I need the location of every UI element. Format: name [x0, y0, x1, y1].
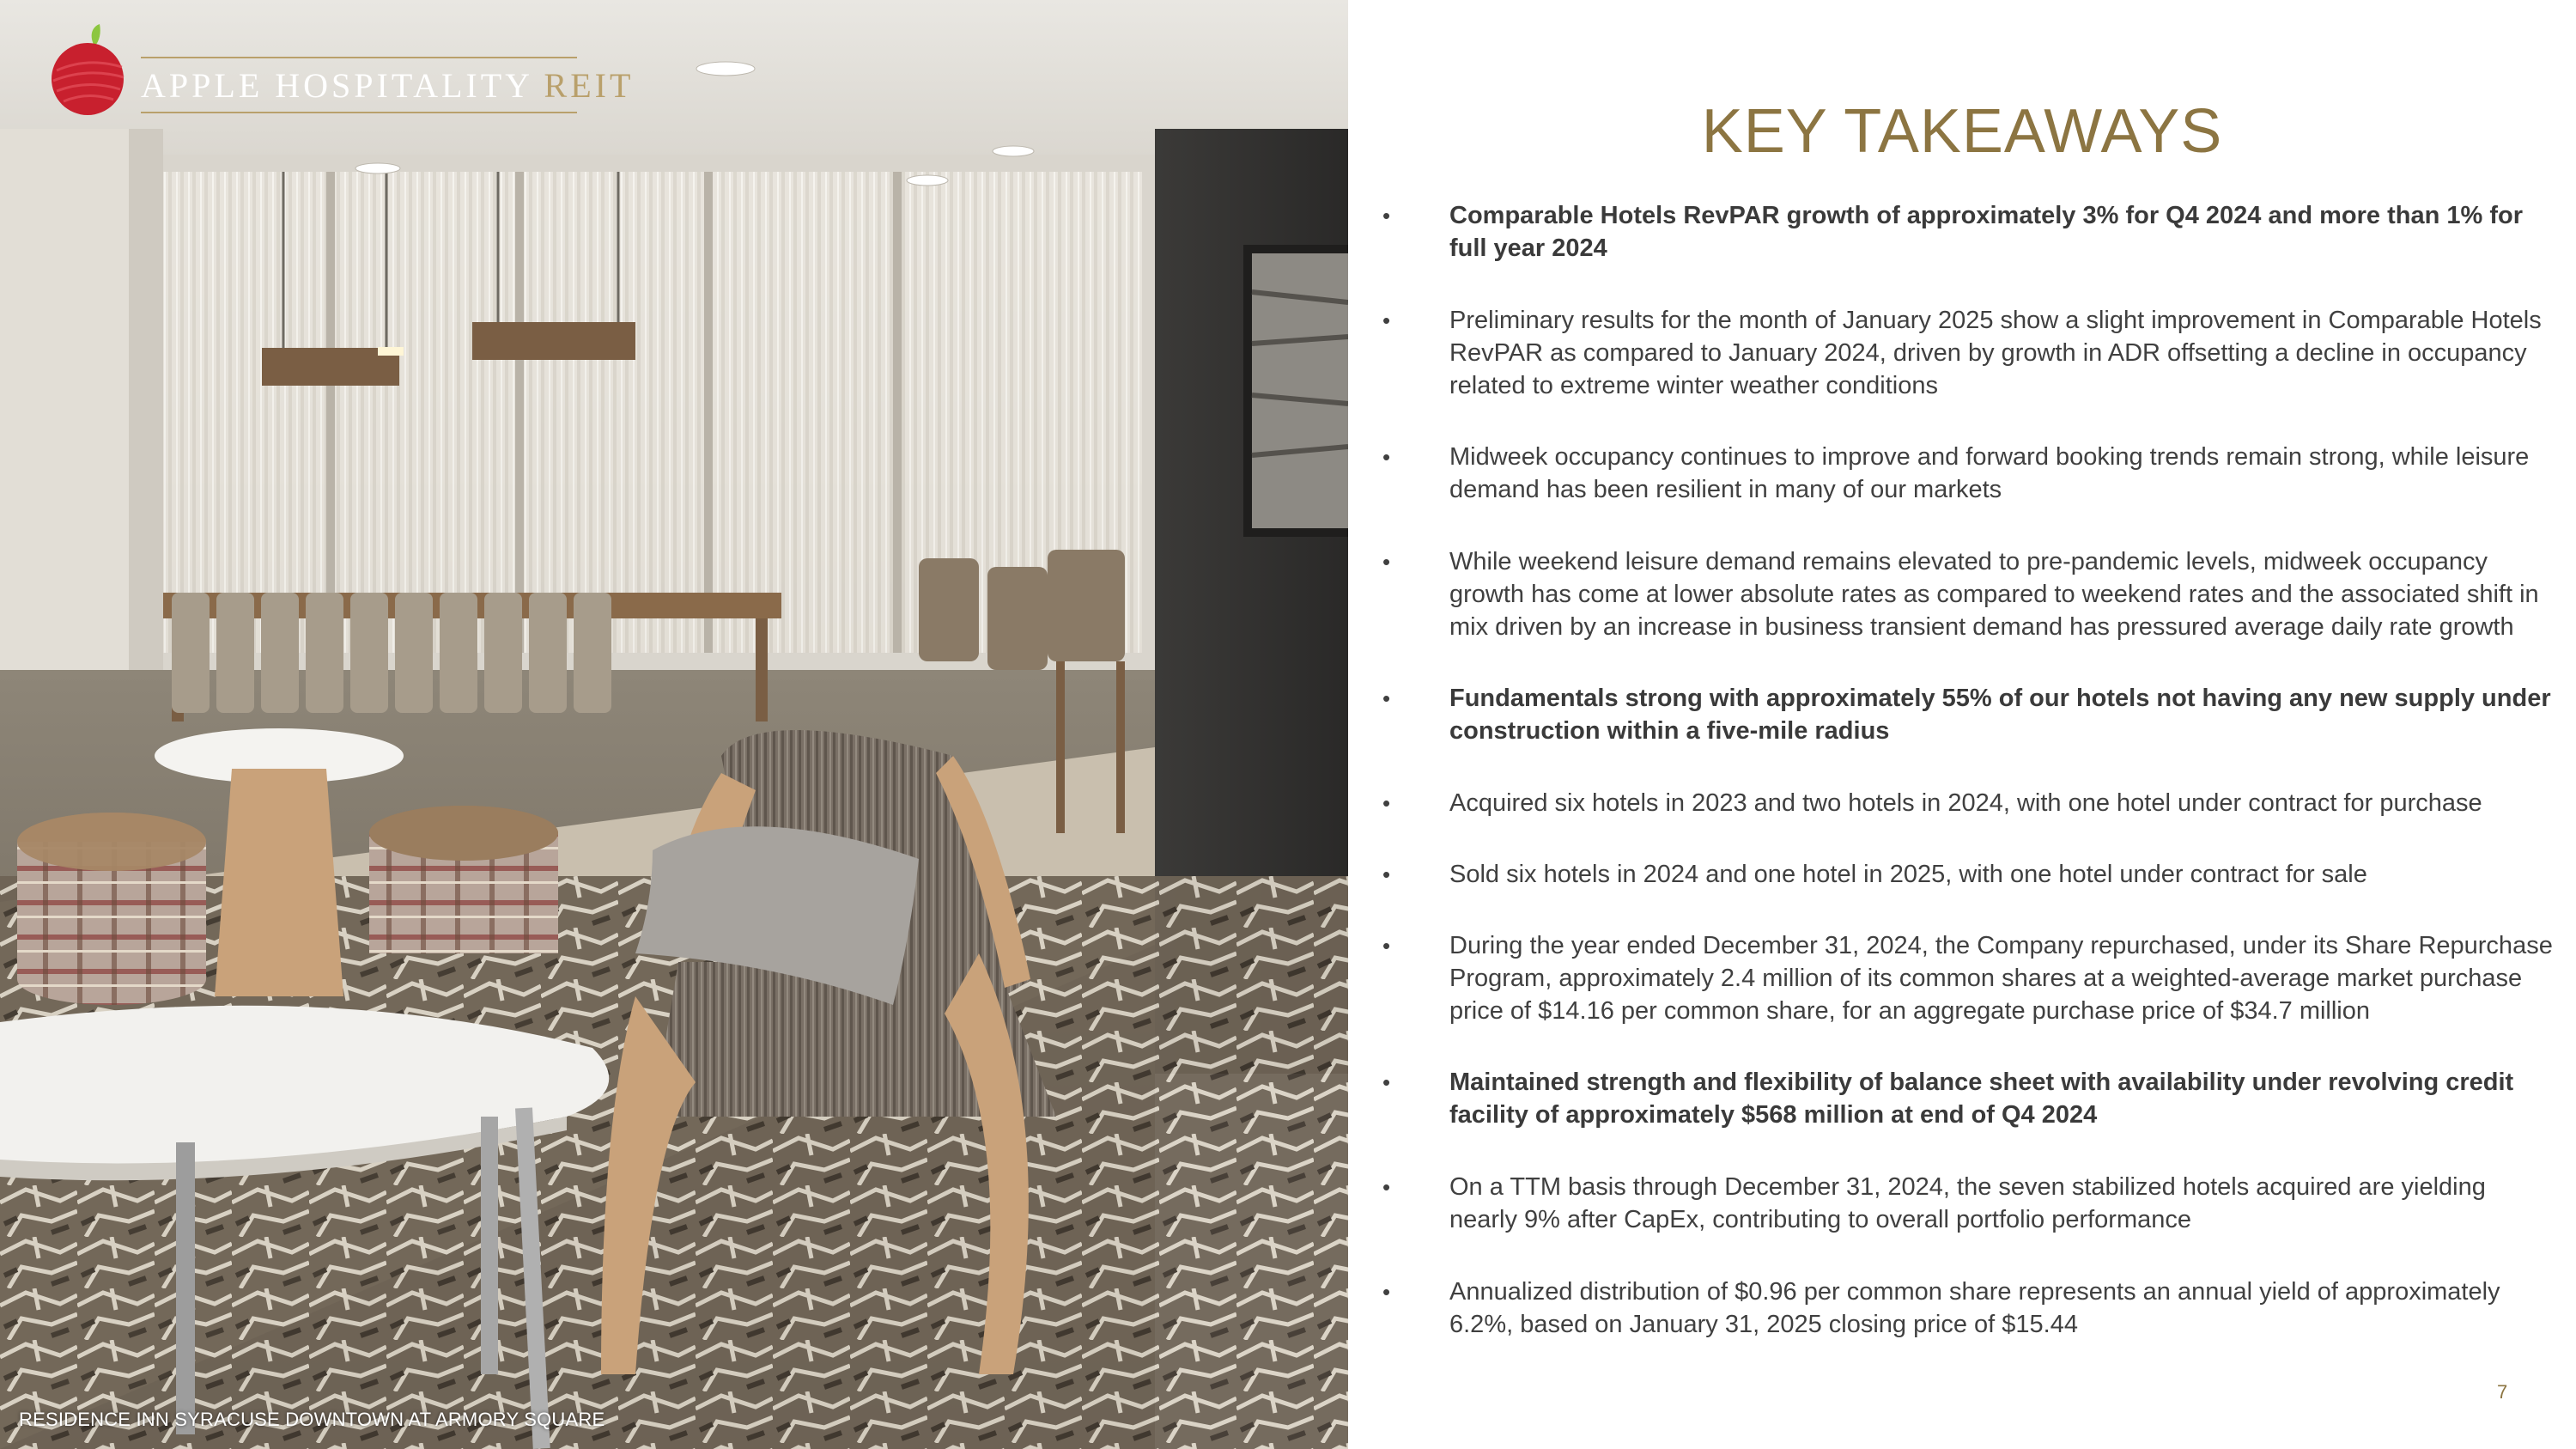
bullet-icon: • [1382, 685, 1391, 711]
takeaway-text: Sold six hotels in 2024 and one hotel in 2025, with one hotel under contract for sale [1449, 861, 2367, 888]
page-title: KEY TAKEAWAYS [1701, 97, 2223, 166]
takeaway-text: Maintained strength and flexibility of balance sheet with availability under revolving credit facility of approximately $568 million at end of Q4 2024 [1449, 1068, 2514, 1129]
takeaway-text: Preliminary results for the month of January 2025 show a slight improvement in Comparable Hotels RevPAR as compared to January 2024, driven by growth in ADR offsetting a decline in occupancy related to extreme winter weather conditions [1449, 307, 2542, 399]
takeaway-text: On a TTM basis through December 31, 2024, the seven stabilized hotels acquired are yielding nearly 9% after CapEx, contributing to overall portfolio performance [1449, 1173, 2486, 1233]
takeaway-text: Midweek occupancy continues to improve and forward booking trends remain strong, while leisure demand has been resilient in many of our markets [1449, 443, 2530, 503]
bullet-icon: • [1382, 790, 1391, 816]
bullet-icon: • [1382, 444, 1391, 470]
bullet-icon: • [1382, 203, 1391, 228]
takeaway-text: During the year ended December 31, 2024, the Company repurchased, under its Share Repurchase Program, approximately 2.4 million of its common shares at a weighted-average market purchase price of $14.16 per common share, for an aggregate purchase price of $34.7 million [1449, 932, 2553, 1025]
logo-rule-bottom [141, 112, 577, 113]
logo-wordmark [141, 65, 634, 106]
page-number: 7 [2497, 1381, 2508, 1403]
takeaway-text: While weekend leisure demand remains elevated to pre-pandemic levels, midweek occupancy growth has come at lower absolute rates as compared to weekend rates and the associated shift in mix driven by an increase in business transient demand has pressured average daily rate growth [1449, 548, 2539, 641]
logo-name: APPLE HOSPITALITY [141, 66, 532, 105]
takeaway-text: Annualized distribution of $0.96 per common share represents an annual yield of approximately 6.2%, based on January 31, 2025 closing price of $15.44 [1449, 1278, 2500, 1338]
bullet-icon: • [1382, 1174, 1391, 1200]
bullet-icon: • [1382, 307, 1391, 333]
bullet-icon: • [1382, 1069, 1391, 1095]
apple-logo-icon [45, 22, 139, 117]
takeaway-text: Comparable Hotels RevPAR growth of approximately 3% for Q4 2024 and more than 1% for full year 2024 [1449, 202, 2523, 262]
bullet-icon: • [1382, 549, 1391, 575]
apple-hospitality-logo [45, 22, 635, 117]
bullet-icon: • [1382, 933, 1391, 959]
bullet-icon: • [1382, 1279, 1391, 1305]
logo-rule-top [141, 57, 577, 58]
logo-suffix: REIT [544, 66, 635, 105]
photo-caption: RESIDENCE INN SYRACUSE DOWNTOWN AT ARMORY SQUARE [19, 1409, 605, 1430]
bullet-icon: • [1382, 861, 1391, 887]
takeaway-text: Fundamentals strong with approximately 55% of our hotels not having any new supply under construction within a five-mile radius [1449, 685, 2551, 745]
takeaway-text: Acquired six hotels in 2023 and two hotels in 2024, with one hotel under contract for purchase [1449, 789, 2482, 817]
